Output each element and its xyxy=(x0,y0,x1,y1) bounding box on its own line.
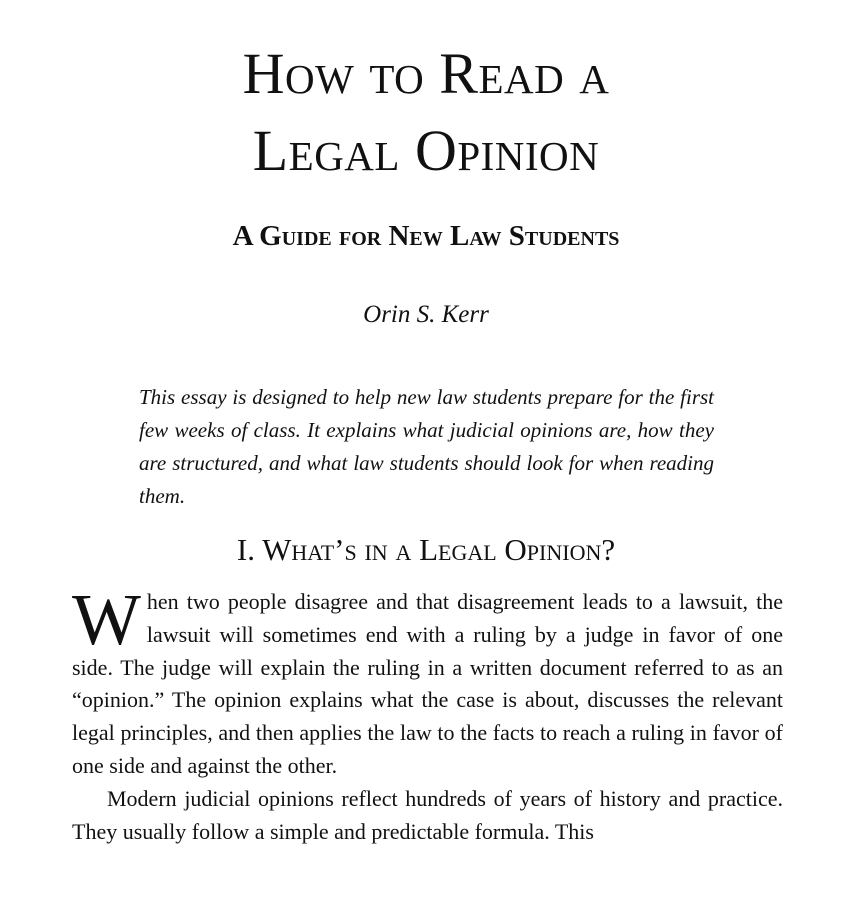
paragraph-1 xyxy=(72,579,783,783)
drop-cap: W xyxy=(72,579,141,660)
paragraph-2: Modern judicial opinions reflect hundreds of years of history and practice. They usually follow a simple and predictable formula. This xyxy=(72,785,783,844)
paragraph-1-text: hen two people disagree and that disagreement leads to a lawsuit, the lawsuit will sometimes end with a ruling by a judge in favor of one side. The judge will explain the ruling in a written document referred to as an “opinion.” The opinion explains what the case is about, discusses the relevant legal principles, and then applies the law to the facts to reach a ruling in favor of one side and against the other. xyxy=(72,589,783,778)
title-line-2: Legal Opinion xyxy=(252,118,600,183)
abstract: This essay is designed to help new law students prepare for the first few weeks of class. It explains what judicial opinions are, how they are structured, and what law students should look for when reading them. xyxy=(139,385,714,508)
subtitle: A Guide for New Law Students xyxy=(232,220,620,252)
body-text xyxy=(72,579,783,848)
section-heading: I. What’s in a Legal Opinion? xyxy=(236,532,616,567)
author-name: Orin S. Kerr xyxy=(363,301,489,328)
title-line-1: How to Read a xyxy=(242,41,610,106)
